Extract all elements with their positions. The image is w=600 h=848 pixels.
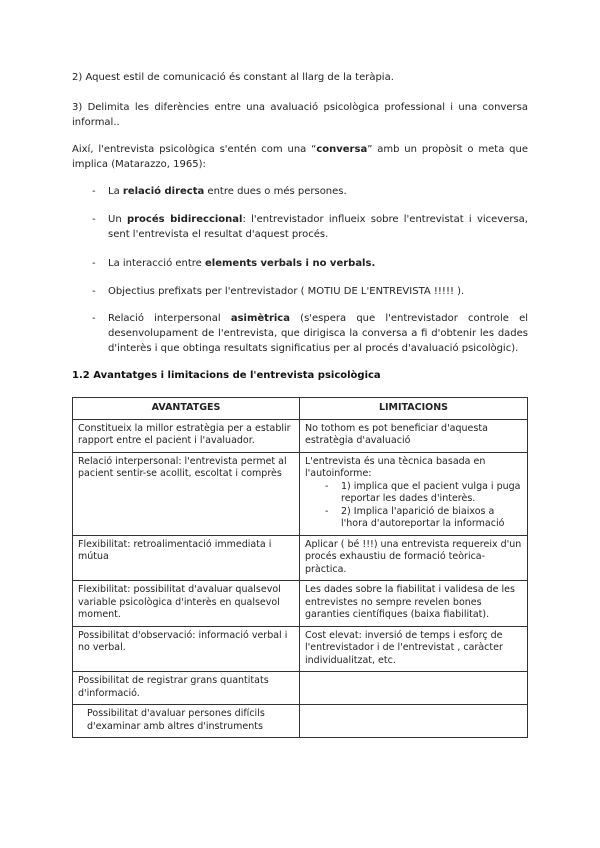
list-item <box>305 481 522 506</box>
advantage-cell: Flexibilitat: retroalimentació immediata i mútua <box>73 535 300 581</box>
table-row <box>73 626 528 672</box>
bullet-item-5 <box>92 311 528 356</box>
advantages-limitations-table <box>72 397 528 738</box>
bullet-dash: - <box>92 186 96 197</box>
limitation-cell: Aplicar ( bé !!!) una entrevista requereix d'un procés exhaustiu de formació teòrica-pràctica. <box>300 535 528 581</box>
header-advantages: AVANTATGES <box>73 398 300 420</box>
limitation-cell: Les dades sobre la fiabilitat i validesa de les entrevistes no sempre revelen bones garanties científiques (baixa fiabilitat). <box>300 581 528 627</box>
bullet-pre: Relació interpersonal <box>108 313 231 324</box>
bullet-dash: - <box>92 258 96 269</box>
bullet-pre: Un <box>108 214 127 225</box>
limitation-cell <box>300 452 528 535</box>
advantage-cell: Flexibilitat: possibilitat d'avaluar qualsevol variable psicològica d'interès en qualsevol moment. <box>73 581 300 627</box>
bullet-post: : l'entrevistador influeix sobre l'entrevistat i viceversa, sent l'entrevista el resultat d'aquest procés. <box>108 214 528 240</box>
list-item <box>305 506 522 531</box>
bullet-bold: relació directa <box>122 186 205 197</box>
table-row <box>73 705 528 738</box>
table-row <box>73 452 528 535</box>
limitation-sublist <box>305 481 522 531</box>
limitation-cell <box>300 672 528 705</box>
bullet-pre: Objectius prefixats per l'entrevistador ( MOTIU DE L'ENTREVISTA !!!!! ). <box>108 286 465 297</box>
limitation-cell: No tothom es pot beneficiar d'aquesta estratègia d'avaluació <box>300 419 528 452</box>
intro-text-post: ” amb un propòsit o meta que implica (Matarazzo, 1965): <box>72 144 529 170</box>
bullet-dash: - <box>92 286 96 297</box>
intro-text-bold: conversa <box>316 144 368 155</box>
table-row <box>73 419 528 452</box>
bullet-post: entre dues o més persones. <box>204 186 347 197</box>
limitation-cell: Cost elevat: inversió de temps i esforç de l'entrevistador i de l'entrevistat , caràcter individualitzat, etc. <box>300 626 528 672</box>
bullet-bold: procés bidireccional <box>126 214 243 225</box>
bullet-bold: elements verbals i no verbals. <box>205 258 376 269</box>
header-limitations: LIMITACIONS <box>300 398 528 420</box>
advantage-cell: Possibilitat de registrar grans quantitats d'informació. <box>73 672 300 705</box>
table-row <box>73 581 528 627</box>
bullet-pre: La <box>108 186 123 197</box>
bullet-item-3 <box>92 256 528 271</box>
advantage-cell: Possibilitat d'observació: informació verbal i no verbal. <box>73 626 300 672</box>
limitation-intro: L'entrevista és una tècnica basada en l'autoinforme: <box>305 455 486 479</box>
bullet-bold: asimètrica <box>230 313 290 324</box>
bullet-item-1 <box>92 184 528 199</box>
advantage-cell: Possibilitat d'avaluar persones difícils d'examinar amb altres d'instruments <box>73 705 300 738</box>
bullet-item-4 <box>92 284 528 299</box>
table-header-row <box>73 398 528 420</box>
paragraph-2: 2) Aquest estil de comunicació és constant al llarg de la teràpia. <box>72 72 394 83</box>
paragraph-intro <box>72 142 528 172</box>
sub-dash: - <box>325 480 329 492</box>
intro-text-pre: Així, l'entrevista psicològica s'entén com una “ <box>72 144 317 155</box>
bullet-dash: - <box>92 214 96 225</box>
bullet-item-2 <box>92 212 528 242</box>
paragraph-3: 3) Delimita les diferències entre una avaluació psicològica professional i una conversa informal.. <box>72 102 528 128</box>
section-title: 1.2 Avantatges i limitacions de l'entrevista psicològica <box>72 370 381 381</box>
sub-item-text: 2) Implica l'aparició de biaixos a l'hora d'autoreportar la informació <box>341 505 505 529</box>
sub-dash: - <box>325 505 329 517</box>
bullet-pre: La interacció entre <box>108 258 206 269</box>
limitation-cell <box>300 705 528 738</box>
table-row <box>73 672 528 705</box>
table-row <box>73 535 528 581</box>
sub-item-text: 1) implica que el pacient vulga i puga reportar les dades d'interès. <box>341 480 521 504</box>
advantage-cell: Relació interpersonal: l'entrevista permet al pacient sentir-se acollit, escoltat i comprès <box>73 452 300 535</box>
bullet-post: (s'espera que l'entrevistador controle el desenvolupament de l'entrevista, que dirigisca la conversa a fi d'obtenir les dades d'interès i que obtinga resultats significatius per al procés d'avaluació psicològic). <box>108 313 528 354</box>
advantage-cell: Constitueix la millor estratègia per a establir rapport entre el pacient i l'avaluador. <box>73 419 300 452</box>
bullet-dash: - <box>92 313 96 324</box>
